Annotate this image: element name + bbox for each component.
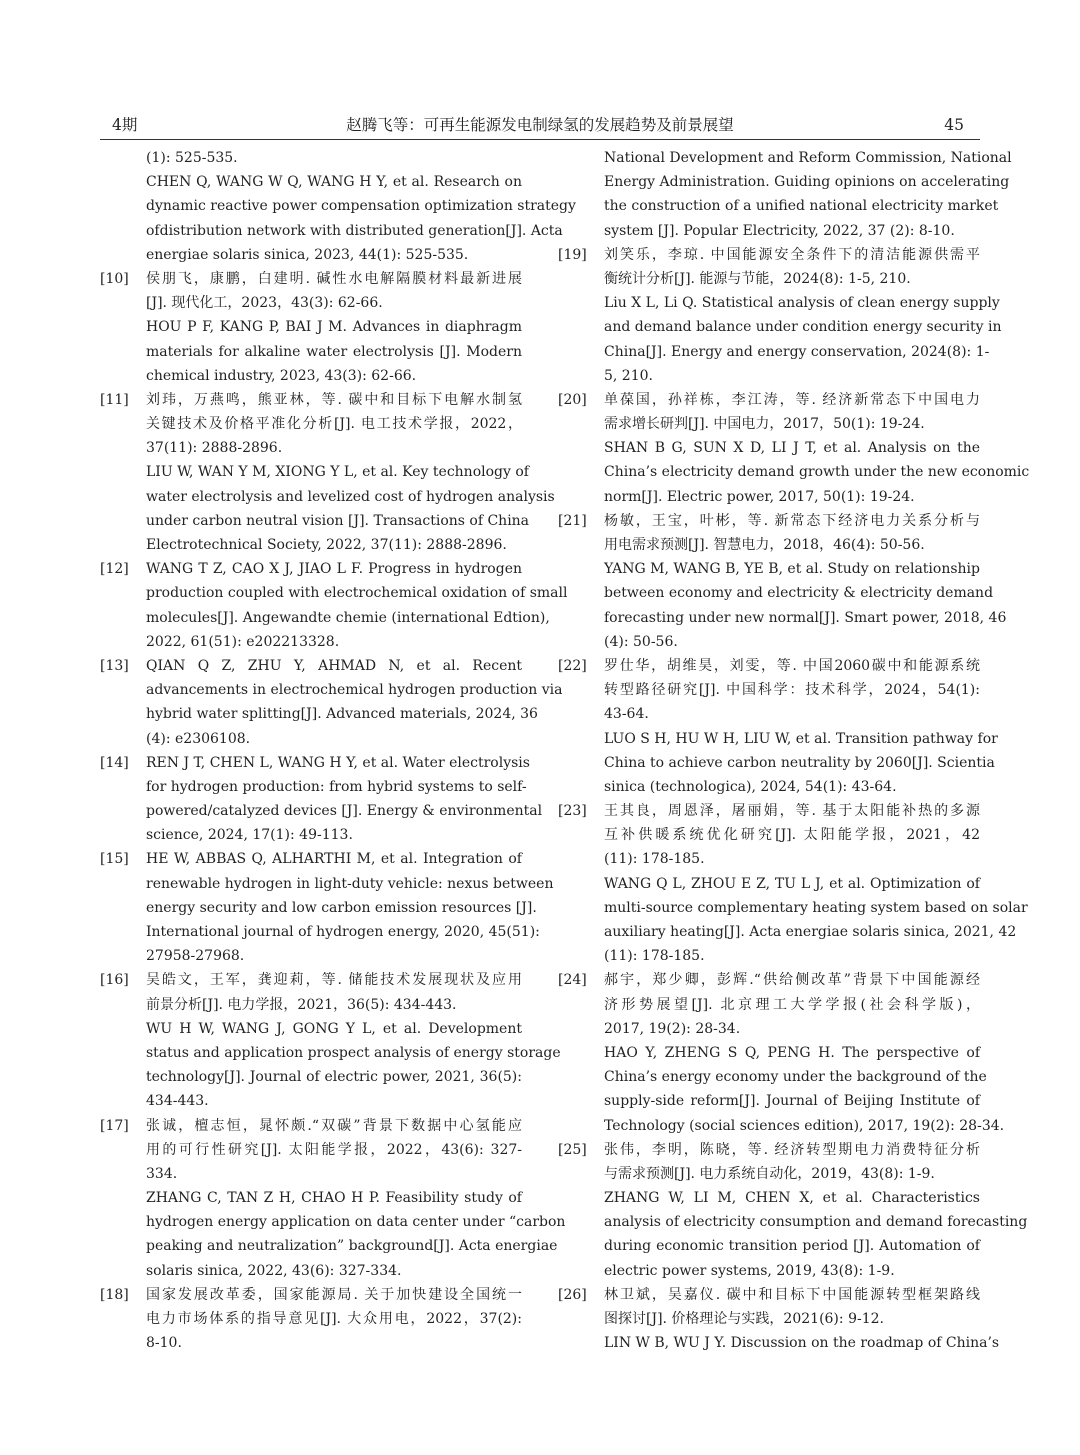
- reference-entry: [100, 751, 543, 848]
- reference-text-line: analysis of electricity consumption and demand forecasting: [604, 1214, 1028, 1231]
- reference-text-line: the construction of a unified national electricity market: [604, 198, 999, 215]
- reference-text-line: ZHANG C, TAN Z H, CHAO H P. Feasibility study of: [146, 1190, 522, 1207]
- reference-text-line: forecasting under new normal[J]. Smart power, 2018, 46: [604, 609, 1007, 626]
- reference-text-line: 37(11): 2888-2896.: [146, 440, 283, 457]
- reference-number: [11]: [100, 391, 129, 408]
- reference-text-line: 衡统计分析[J]. 能源与节能，2024(8): 1-5, 210.: [604, 270, 911, 287]
- reference-text-line: 罗仕华，胡维昊，刘雯，等. 中国2060碳中和能源系统: [604, 657, 980, 674]
- reference-entry: [100, 267, 522, 388]
- reference-text-line: 434-443.: [146, 1093, 209, 1110]
- reference-column-right: [558, 146, 1030, 1355]
- reference-text-line: between economy and electricity & electricity demand: [604, 585, 994, 602]
- reference-text-line: National Development and Reform Commission, National: [604, 150, 1012, 166]
- reference-text-line: 刘玮，万燕鸣，熊亚林，等. 碳中和目标下电解水制氢: [146, 391, 522, 408]
- reference-number: [20]: [558, 391, 587, 408]
- reference-text-line: hydrogen energy application on data center under “carbon: [146, 1214, 566, 1231]
- reference-text-line: water electrolysis and levelized cost of hydrogen analysis: [146, 488, 555, 505]
- reference-number: [25]: [558, 1141, 587, 1158]
- reference-text-line: 2022, 61(51): e202213328.: [146, 633, 340, 650]
- reference-text-line: CHEN Q, WANG W Q, WANG H Y, et al. Research on: [146, 174, 522, 191]
- reference-text-line: (11): 178-185.: [604, 851, 705, 868]
- reference-text-line: technology[J]. Journal of electric power, 2021, 36(5):: [146, 1069, 522, 1086]
- reference-entry: [100, 654, 563, 751]
- reference-number: [22]: [558, 657, 587, 674]
- reference-entry: [100, 1114, 566, 1283]
- running-title: 赵腾飞等：可再生能源发电制绿氢的发展趋势及前景展望: [346, 116, 734, 134]
- reference-text-line: solaris sinica, 2022, 43(6): 327-334.: [146, 1262, 402, 1279]
- reference-text-line: sinica (technologica), 2024, 54(1): 43-64.: [604, 778, 897, 795]
- reference-text-line: 张伟，李明，陈晓，等. 经济转型期电力消费特征分析: [604, 1141, 980, 1158]
- reference-text-line: LUO S H, HU W H, LIU W, et al. Transition pathway for: [604, 730, 998, 747]
- reference-text-line: 杨敏，王宝，叶彬，等. 新常态下经济电力关系分析与: [604, 512, 980, 529]
- reference-text-line: 前景分析[J]. 电力学报，2021，36(5): 434-443.: [146, 996, 457, 1013]
- reference-number: [21]: [558, 512, 587, 529]
- header-rule: [100, 139, 980, 140]
- reference-text-line: science, 2024, 17(1): 49-113.: [146, 827, 353, 844]
- reference-text-line: 5, 210.: [604, 367, 653, 384]
- reference-entry: [100, 388, 555, 557]
- reference-entry: [558, 1138, 1028, 1283]
- reference-text-line: 关键技术及价格平准化分析[J]. 电工技术学报，2022，: [146, 416, 522, 433]
- reference-text-line: 郝宇，郑少卿，彭辉.“供给侧改革”背景下中国能源经: [604, 972, 980, 989]
- reference-entry: [100, 557, 568, 654]
- reference-text-line: hybrid water splitting[J]. Advanced materials, 2024, 36: [146, 706, 538, 723]
- reference-text-line: Electrotechnical Society, 2022, 37(11): 2888-2896.: [146, 537, 507, 553]
- reference-text-line: WANG Q L, ZHOU E Z, TU L J, et al. Optimization of: [604, 875, 980, 892]
- reference-text-line: 需求增长研判[J]. 中国电力，2017，50(1): 19-24.: [604, 416, 925, 433]
- reference-text-line: 与需求预测[J]. 电力系统自动化，2019，43(8): 1-9.: [604, 1165, 935, 1182]
- reference-text-line: electric power systems, 2019, 43(8): 1-9.: [604, 1262, 895, 1279]
- reference-text-line: 济形势展望[J]. 北京理工大学学报(社会科学版)，: [604, 996, 980, 1013]
- reference-text-line: renewable hydrogen in light-duty vehicle: nexus between: [146, 875, 554, 892]
- reference-number: [13]: [100, 657, 129, 674]
- reference-entry: [558, 146, 1012, 243]
- reference-entry: [100, 968, 561, 1113]
- reference-text-line: [J]. 现代化工，2023，43(3): 62-66.: [146, 295, 383, 312]
- reference-text-line: SHAN B G, SUN X D, LI J T, et al. Analysis on the: [604, 440, 980, 457]
- reference-text-line: ofdistribution network with distributed generation[J]. Acta: [146, 222, 563, 239]
- reference-text-line: (4): 50-56.: [604, 633, 678, 650]
- reference-text-line: Liu X L, Li Q. Statistical analysis of clean energy supply: [604, 295, 1000, 312]
- reference-text-line: energy security and low carbon emission resources [J].: [146, 899, 537, 916]
- reference-text-line: 图探讨[J]. 价格理论与实践，2021(6): 9-12.: [604, 1311, 884, 1327]
- reference-text-line: 8-10.: [146, 1335, 182, 1352]
- reference-text-line: (11): 178-185.: [604, 948, 705, 965]
- reference-text-line: HE W, ABBAS Q, ALHARTHI M, et al. Integration of: [146, 851, 522, 868]
- reference-number: [17]: [100, 1117, 129, 1134]
- reference-text-line: 用电需求预测[J]. 智慧电力，2018，46(4): 50-56.: [604, 537, 925, 553]
- reference-text-line: WU H W, WANG J, GONG Y L, et al. Development: [146, 1020, 522, 1037]
- reference-text-line: China’s energy economy under the background of the: [604, 1069, 987, 1086]
- reference-number: [26]: [558, 1286, 587, 1303]
- reference-entry: [100, 847, 554, 968]
- reference-text-line: 王其良，周恩泽，屠丽娟，等. 基于太阳能补热的多源: [604, 803, 980, 820]
- reference-number: [18]: [100, 1286, 129, 1303]
- reference-text-line: 互补供暖系统优化研究[J]. 太阳能学报，2021，42: [604, 827, 980, 844]
- reference-text-line: WANG T Z, CAO X J, JIAO L F. Progress in hydrogen: [146, 561, 522, 578]
- reference-text-line: HOU P F, KANG P, BAI J M. Advances in diaphragm: [146, 319, 522, 336]
- reference-number: [14]: [100, 754, 129, 771]
- reference-entry: [558, 509, 1007, 654]
- reference-text-line: 334.: [146, 1165, 178, 1182]
- reference-number: [19]: [558, 246, 587, 263]
- reference-text-line: ZHANG W, LI M, CHEN X, et al. Characteristics: [604, 1190, 980, 1207]
- reference-entry: [558, 799, 1028, 968]
- reference-entry: [558, 388, 1030, 509]
- reference-entry: [558, 1283, 1000, 1356]
- reference-number: [10]: [100, 270, 129, 287]
- reference-number: [12]: [100, 561, 129, 578]
- reference-text-line: production coupled with electrochemical oxidation of small: [146, 585, 568, 602]
- reference-text-line: 43-64.: [604, 706, 649, 723]
- reference-number: [16]: [100, 972, 129, 989]
- reference-text-line: auxiliary heating[J]. Acta energiae solaris sinica, 2021, 42: [604, 924, 1017, 940]
- reference-text-line: advancements in electrochemical hydrogen production via: [146, 682, 563, 699]
- reference-number: [23]: [558, 803, 587, 820]
- reference-entry: [100, 1283, 522, 1356]
- reference-text-line: 电力市场体系的指导意见[J]. 大众用电，2022，37(2):: [146, 1311, 522, 1327]
- reference-text-line: 用的可行性研究[J]. 太阳能学报，2022，43(6): 327-: [146, 1141, 522, 1158]
- reference-text-line: supply-side reform[J]. Journal of Beijing Institute of: [604, 1093, 980, 1110]
- reference-text-line: International journal of hydrogen energy, 2020, 45(51):: [146, 924, 540, 940]
- reference-text-line: (1): 525-535.: [146, 150, 238, 166]
- reference-text-line: 单葆国，孙祥栋，李江涛，等. 经济新常态下中国电力: [604, 391, 980, 408]
- reference-text-line: REN J T, CHEN L, WANG H Y, et al. Water electrolysis: [146, 754, 530, 771]
- reference-text-line: status and application prospect analysis of energy storage: [146, 1044, 561, 1061]
- reference-text-line: dynamic reactive power compensation optimization strategy: [146, 198, 576, 215]
- reference-text-line: multi-source complementary heating system based on solar: [604, 899, 1028, 916]
- reference-entry: [558, 243, 1002, 388]
- reference-text-line: materials for alkaline water electrolysis [J]. Modern: [146, 343, 522, 360]
- reference-text-line: QIAN Q Z, ZHU Y, AHMAD N, et al. Recent: [146, 657, 522, 674]
- reference-text-line: 刘笑乐，李琼. 中国能源安全条件下的清洁能源供需平: [604, 246, 980, 263]
- reference-text-line: 国家发展改革委，国家能源局. 关于加快建设全国统一: [146, 1286, 522, 1303]
- issue-number: 4期: [112, 116, 138, 134]
- reference-text-line: (4): e2306108.: [146, 730, 251, 747]
- reference-text-line: 27958-27968.: [146, 948, 245, 965]
- reference-text-line: China’s electricity demand growth under the new economic: [604, 464, 1030, 481]
- reference-text-line: molecules[J]. Angewandte chemie (international Edtion),: [146, 609, 550, 626]
- page-number: 45: [944, 116, 964, 134]
- reference-text-line: energiae solaris sinica, 2023, 44(1): 525-535.: [146, 246, 469, 263]
- reference-entry: [558, 968, 1005, 1137]
- reference-text-line: Technology (social sciences edition), 2017, 19(2): 28-34.: [604, 1117, 1005, 1134]
- reference-entry: [558, 654, 998, 799]
- reference-entry: [100, 146, 522, 170]
- reference-text-line: 2017, 19(2): 28-34.: [604, 1020, 741, 1037]
- reference-text-line: during economic transition period [J]. Automation of: [604, 1238, 980, 1255]
- reference-text-line: 侯朋飞，康鹏，白建明. 碱性水电解隔膜材料最新进展: [146, 270, 522, 287]
- reference-text-line: YANG M, WANG B, YE B, et al. Study on relationship: [604, 561, 980, 578]
- reference-text-line: 林卫斌，吴嘉仪. 碳中和目标下中国能源转型框架路线: [604, 1286, 980, 1303]
- reference-text-line: 转型路径研究[J]. 中国科学：技术科学，2024，54(1):: [604, 682, 980, 699]
- reference-text-line: and demand balance under condition energy security in: [604, 319, 1002, 336]
- reference-text-line: system [J]. Popular Electricity, 2022, 37 (2): 8-10.: [604, 222, 955, 239]
- running-header: [100, 114, 980, 138]
- reference-text-line: HAO Y, ZHENG S Q, PENG H. The perspective of: [604, 1044, 980, 1061]
- reference-text-line: LIN W B, WU J Y. Discussion on the roadmap of China’s: [604, 1335, 1000, 1352]
- reference-text-line: norm[J]. Electric power, 2017, 50(1): 19-24.: [604, 488, 915, 505]
- reference-text-line: Energy Administration. Guiding opinions on accelerating: [604, 174, 1010, 191]
- reference-number: [24]: [558, 972, 587, 989]
- reference-text-line: for hydrogen production: from hybrid systems to self-: [146, 778, 527, 795]
- reference-text-line: 吴皓文，王军，龚迎莉，等. 储能技术发展现状及应用: [146, 972, 522, 989]
- reference-text-line: China to achieve carbon neutrality by 2060[J]. Scientia: [604, 754, 995, 771]
- reference-text-line: 张诚，檀志恒，晁怀颇.“双碳”背景下数据中心氢能应: [146, 1117, 522, 1134]
- reference-text-line: LIU W, WAN Y M, XIONG Y L, et al. Key technology of: [146, 464, 529, 481]
- reference-number: [15]: [100, 851, 129, 868]
- reference-text-line: powered/catalyzed devices [J]. Energy & environmental: [146, 803, 543, 820]
- reference-text-line: under carbon neutral vision [J]. Transactions of China: [146, 512, 530, 529]
- reference-text-line: China[J]. Energy and energy conservation, 2024(8): 1-: [604, 343, 990, 360]
- reference-text-line: chemical industry, 2023, 43(3): 62-66.: [146, 367, 417, 384]
- reference-text-line: peaking and neutralization” background[J]. Acta energiae: [146, 1238, 558, 1255]
